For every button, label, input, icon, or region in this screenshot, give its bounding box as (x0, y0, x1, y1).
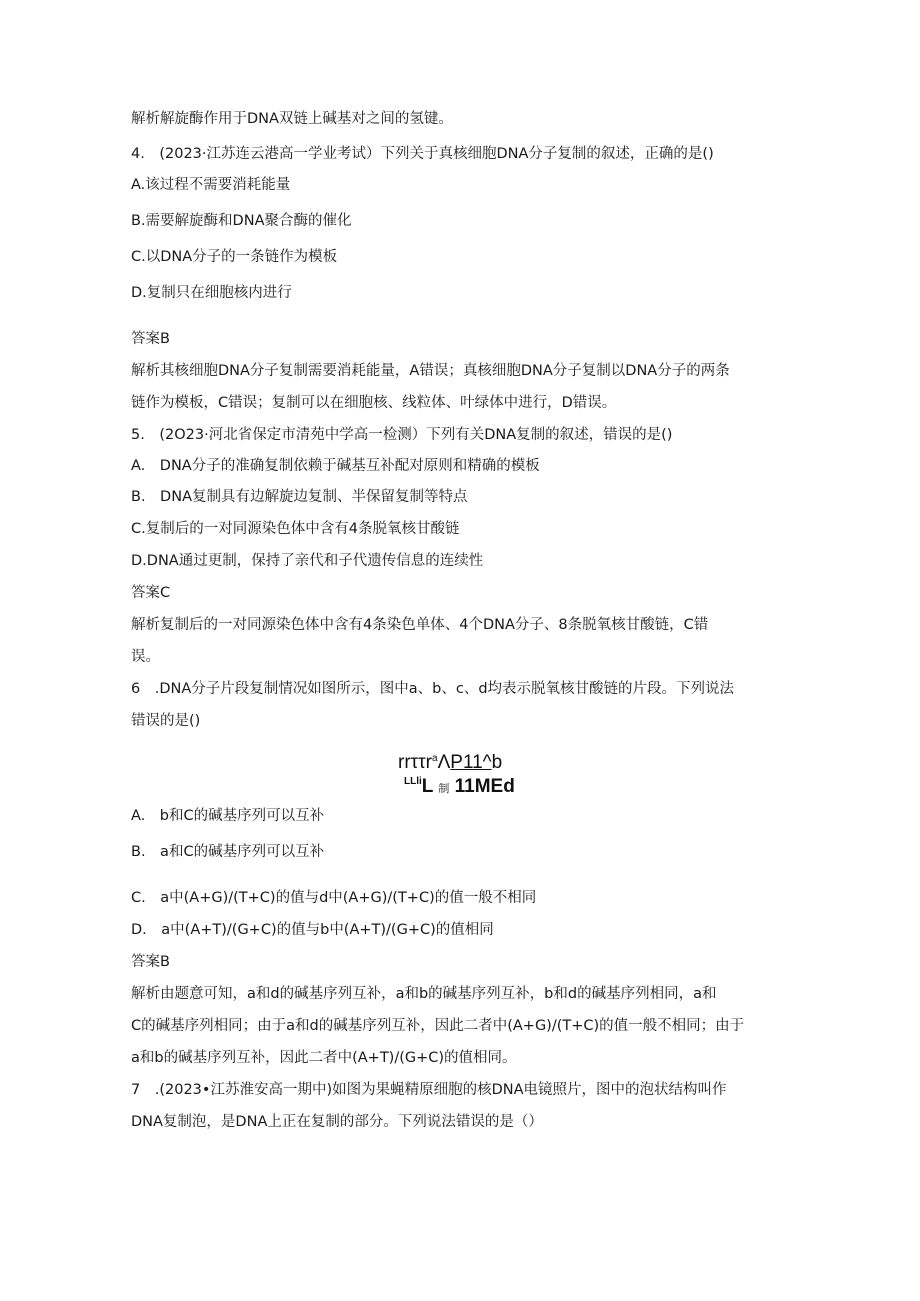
question-4-option-b: B.需要解旋酶和DNA聚合酶的催化 (131, 213, 352, 229)
question-6-explanation: C的碱基序列相同；由于a和d的碱基序列互补，因此二者中(A+G)∕(T+C)的值一般不相同；由于 (131, 1018, 745, 1034)
question-7-stem: 7 .(2023•江苏淮安高一期中)如图为果蝇精原细胞的核DNA电镜照片，图中的泡状结构叫作 (131, 1082, 727, 1098)
question-4-stem: 4. (2023·江苏连云港高一学业考试）下列关于真核细胞DNA分子复制的叙述，正确的是() (131, 146, 714, 162)
question-4-explanation: 解析其核细胞DNA分子复制需要消耗能量，A错误；真核细胞DNA分子复制以DNA分子的两条 (131, 363, 730, 379)
question-5-option-c: C.复制后的一对同源染色体中含有4条脱氧核甘酸链 (131, 521, 460, 537)
question-6-option-a: A. b和C的碱基序列可以互补 (131, 808, 325, 824)
question-4-option-d: D.复制只在细胞核内进行 (131, 285, 292, 301)
dna-replication-figure-line-1: rrττr$^a$ΛP11^b (398, 752, 503, 773)
question-5-option-d: D.DNA通过更制，保持了亲代和子代遗传信息的连续性 (131, 553, 484, 569)
question-4-option-c: C.以DNA分子的一条链作为模板 (131, 249, 338, 265)
question-4-option-a: A.该过程不需要消耗能量 (131, 177, 291, 193)
question-6-option-d: D. a中(A+T)∕(G+C)的值与b中(A+T)∕(G+C)的值相同 (131, 922, 494, 938)
question-6-stem: 6 .DNA分子片段复制情况如图所示，图中a、b、c、d均表示脱氧核甘酸链的片段。下列说法 (131, 681, 735, 697)
question-5-answer: 答案C (131, 585, 171, 601)
question-6-explanation: a和b的碱基序列互补，因此二者中(A+T)∕(G+C)的值相同。 (131, 1050, 517, 1066)
question-4-answer: 答案B (131, 331, 170, 347)
question-7-stem: DNA复制泡，是DNA上正在复制的部分。下列说法错误的是（） (131, 1114, 543, 1130)
question-5-option-b: B. DNA复制具有边解旋边复制、半保留复制等特点 (131, 489, 468, 505)
question-5-option-a: A. DNA分子的准确复制依赖于碱基互补配对原则和精确的模板 (131, 458, 540, 474)
question-5-explanation: 误。 (131, 649, 160, 665)
question-6-stem: 错误的是() (131, 713, 201, 729)
question-6-answer: 答案B (131, 954, 170, 970)
dna-replication-figure-line-2: $^{LLli}$L 制 11MEd (404, 776, 515, 797)
question-5-stem: 5. (2O23·河北省保定市清苑中学高一检测）下列有关DNA复制的叙述，错误的是() (131, 427, 673, 443)
question-6-explanation: 解析由题意可知，a和d的碱基序列互补，a和b的碱基序列互补，b和d的碱基序列相同，a和 (131, 986, 717, 1002)
text-line: 解析解旋酶作用于DNA双链上碱基对之间的氢键。 (131, 111, 453, 127)
question-6-option-c: C. a中(A+G)∕(T+C)的值与d中(A+G)∕(T+C)的值一般不相同 (131, 890, 537, 906)
question-5-explanation: 解析复制后的一对同源染色体中含有4条染色单体、4个DNA分子、8条脱氧核甘酸链，C错 (131, 617, 709, 633)
question-6-option-b: B. a和C的碱基序列可以互补 (131, 844, 325, 860)
question-4-explanation: 链作为模板，C错误；复制可以在细胞核、线粒体、叶绿体中进行，D错误。 (131, 395, 617, 411)
